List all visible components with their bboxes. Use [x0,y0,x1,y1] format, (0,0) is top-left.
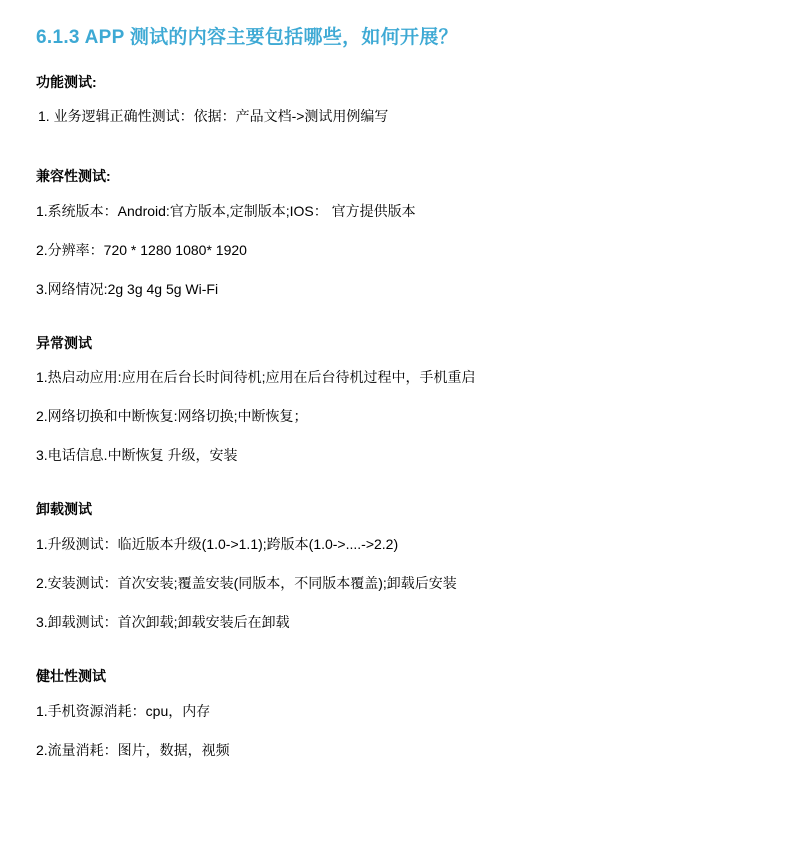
list-item: 1.升级测试：临近版本升级(1.0->1.1);跨版本(1.0->....->2.2) [36,536,399,553]
list-item: 2.流量消耗：图片，数据，视频 [36,741,230,758]
section-heading: 兼容性测试: [36,168,111,185]
section-heading: 功能测试: [36,73,97,90]
list-item: 1.热启动应用:应用在后台长时间待机;应用在后台待机过程中，手机重启 [36,369,476,386]
list-item: 2.安装测试：首次安装;覆盖安装(同版本，不同版本覆盖);卸载后安装 [36,575,457,592]
list-item: 1.手机资源消耗：cpu，内存 [36,702,211,719]
list-item: 2.分辨率：720 * 1280 1080* 1920 [36,241,247,258]
section-heading: 健壮性测试 [36,668,106,685]
list-item: 1.系统版本：Android:官方版本,定制版本;IOS： 官方提供版本 [36,202,416,219]
section-exception-testing [36,334,778,467]
list-item: 3.网络情况:2g 3g 4g 5g Wi-Fi [36,280,219,297]
list-item: 3.卸载测试：首次卸载;卸载安装后在卸载 [36,614,290,631]
page-title: 6.1.3 APP 测试的内容主要包括哪些，如何开展？ [36,27,458,48]
section-functional-testing [36,73,778,128]
section-heading: 卸载测试 [36,501,92,518]
section-robustness-testing [36,667,778,761]
list-item: 2.网络切换和中断恢复:网络切换;中断恢复； [36,408,308,425]
section-compatibility-testing [36,167,778,300]
section-heading: 异常测试 [36,334,92,351]
list-item: 3.电话信息.中断恢复 升级，安装 [36,447,238,464]
list-item: 1. 业务逻辑正确性测试：依据：产品文档->测试用例编写 [38,108,389,125]
section-uninstall-testing [36,500,778,633]
